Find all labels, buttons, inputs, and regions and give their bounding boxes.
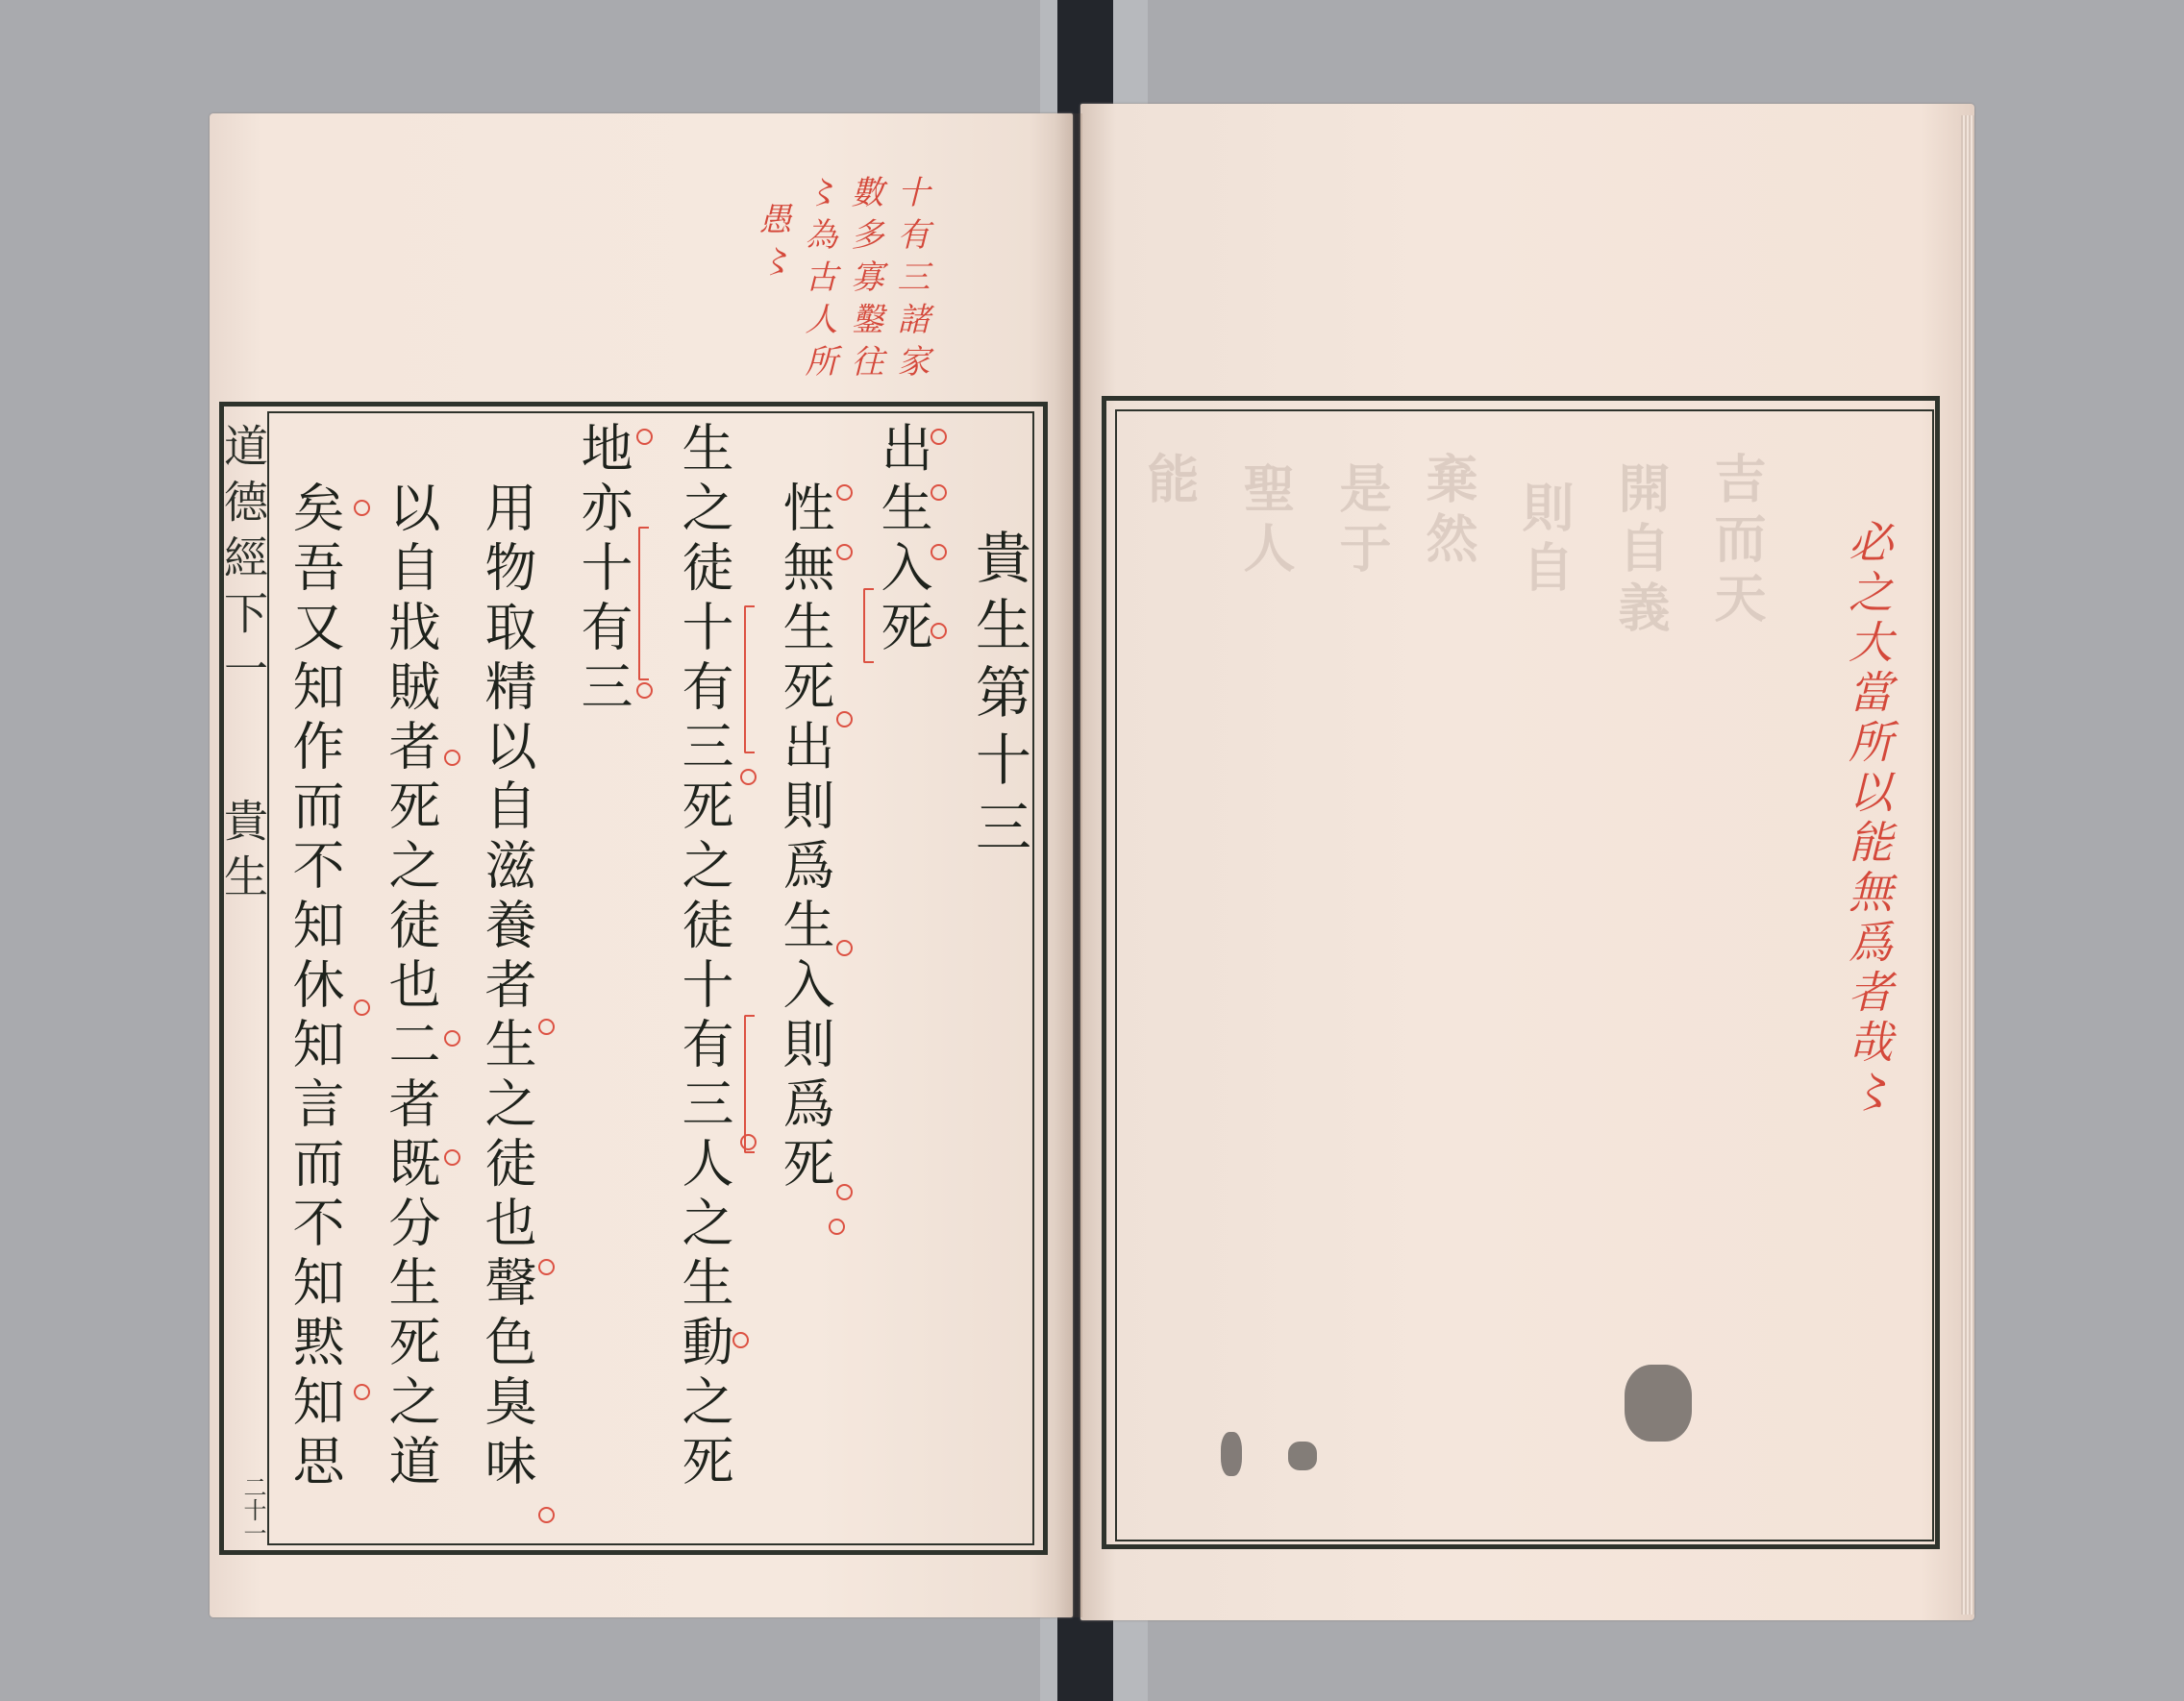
red-right-annotation: 必之大當所以能無爲者哉〻 xyxy=(1842,519,1894,1119)
text-column-4: 地亦十有三 xyxy=(573,421,633,719)
folio-number: 二十一 xyxy=(239,1475,266,1544)
margin-book-title: 道德經下一 xyxy=(217,423,269,702)
text-column-2: 性無生死出則爲生入則爲死 xyxy=(775,481,835,1196)
page-edge-stack xyxy=(1961,115,1974,1615)
right-page-inner-frame xyxy=(1115,409,1934,1541)
text-column-5: 用物取精以自滋養者生之徒也聲色臭味 xyxy=(477,481,537,1493)
red-note-line-4: 愚〻 xyxy=(753,202,791,286)
chapter-title: 貴生第十三 xyxy=(966,529,1031,865)
red-note-line-1: 十有三諸家 xyxy=(891,175,930,386)
red-note-line-3: 〻為古人所 xyxy=(799,175,837,386)
gutter-shadow xyxy=(1055,113,1082,1617)
text-column-6: 以自戕賊者死之徒也二者既分生死之道 xyxy=(381,481,441,1493)
margin-section-label: 貴生 xyxy=(217,798,269,909)
text-column-7: 矣吾又知作而不知休知言而不知黙知思 xyxy=(285,481,345,1493)
text-column-3: 生之徒十有三死之徒十有三人之生動之死 xyxy=(674,421,734,1493)
text-column-1: 出生入死 xyxy=(873,421,933,659)
red-note-line-2: 數多寡鑿往 xyxy=(845,175,883,386)
